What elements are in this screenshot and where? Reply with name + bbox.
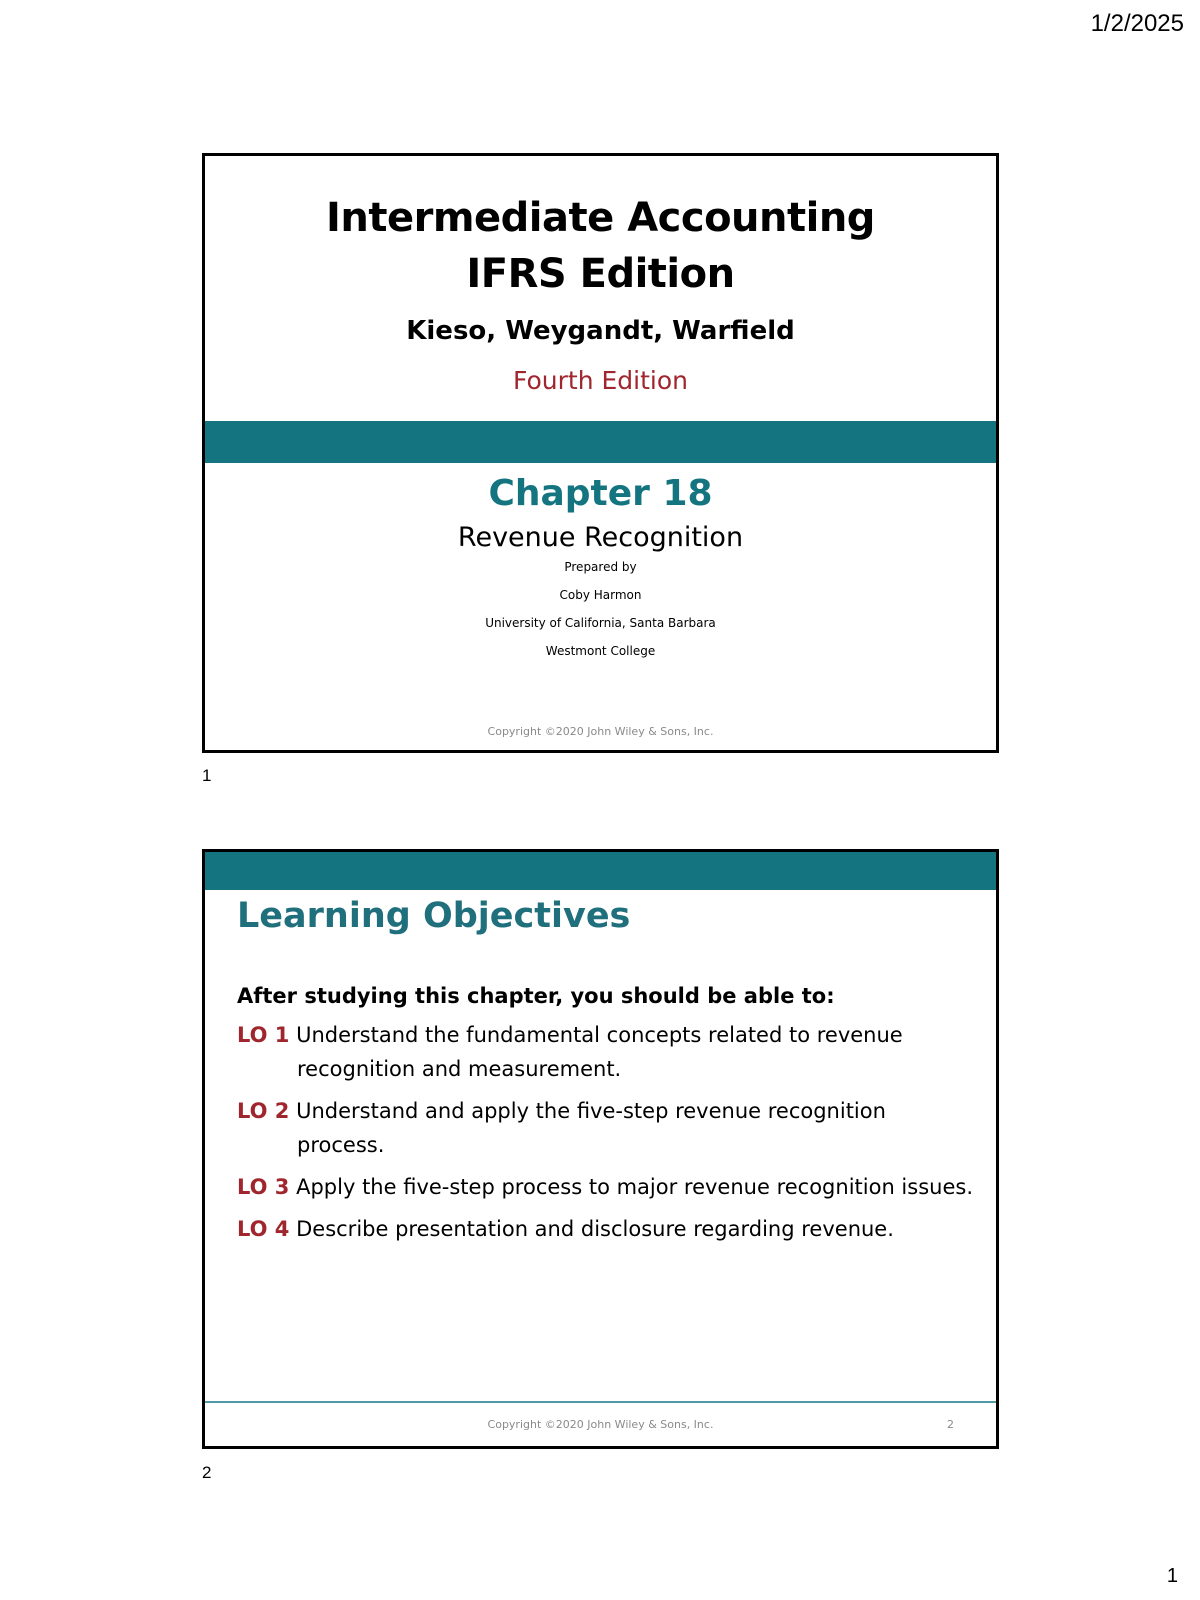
book-title	[205, 190, 996, 302]
teal-band	[205, 852, 996, 890]
objective-code: LO 2	[237, 1099, 290, 1123]
objective-text: Describe presentation and disclosure regarding revenue.	[296, 1217, 894, 1241]
objective-text: Understand the fundamental concepts related to revenue recognition and measurement.	[296, 1023, 903, 1081]
objectives-intro: After studying this chapter, you should be able to:	[237, 984, 835, 1008]
objective-code: LO 4	[237, 1217, 290, 1241]
slide-title: Learning Objectives	[237, 896, 631, 936]
footer-divider	[205, 1401, 996, 1403]
page-number: 1	[1166, 1565, 1178, 1587]
objective-item	[237, 1170, 976, 1204]
objective-item	[237, 1018, 976, 1086]
authors: Kieso, Weygandt, Warfield	[406, 316, 795, 346]
preparer-name: Coby Harmon	[559, 588, 642, 602]
chapter-section	[205, 463, 996, 750]
objective-code: LO 3	[237, 1175, 290, 1199]
slide-1	[202, 153, 999, 753]
page-date: 1/2/2025	[1090, 10, 1184, 37]
objective-text: Understand and apply the five-step revenue recognition process.	[296, 1099, 886, 1157]
slide-number: 1	[202, 766, 212, 785]
copyright: Copyright ©2020 John Wiley & Sons, Inc.	[487, 725, 714, 738]
slide-page-number: 2	[947, 1418, 954, 1431]
copyright: Copyright ©2020 John Wiley & Sons, Inc.	[487, 1418, 714, 1431]
book-title-line-2: IFRS Edition	[466, 251, 735, 297]
prepared-by-label: Prepared by	[564, 560, 637, 574]
slide-2	[202, 849, 999, 1449]
teal-band	[205, 421, 996, 463]
chapter-subject: Revenue Recognition	[457, 522, 744, 553]
affiliation-2: Westmont College	[545, 644, 656, 658]
book-title-line-1: Intermediate Accounting	[326, 195, 875, 241]
affiliation-1: University of California, Santa Barbara	[485, 616, 716, 630]
objective-item	[237, 1212, 976, 1246]
slide-number: 2	[202, 1463, 212, 1482]
title-section	[205, 156, 996, 424]
objective-code: LO 1	[237, 1023, 290, 1047]
edition: Fourth Edition	[513, 366, 688, 395]
objective-item	[237, 1094, 976, 1162]
chapter-title: Chapter 18	[488, 473, 713, 514]
objectives-list	[237, 984, 976, 1254]
objective-text: Apply the five-step process to major revenue recognition issues.	[296, 1175, 973, 1199]
